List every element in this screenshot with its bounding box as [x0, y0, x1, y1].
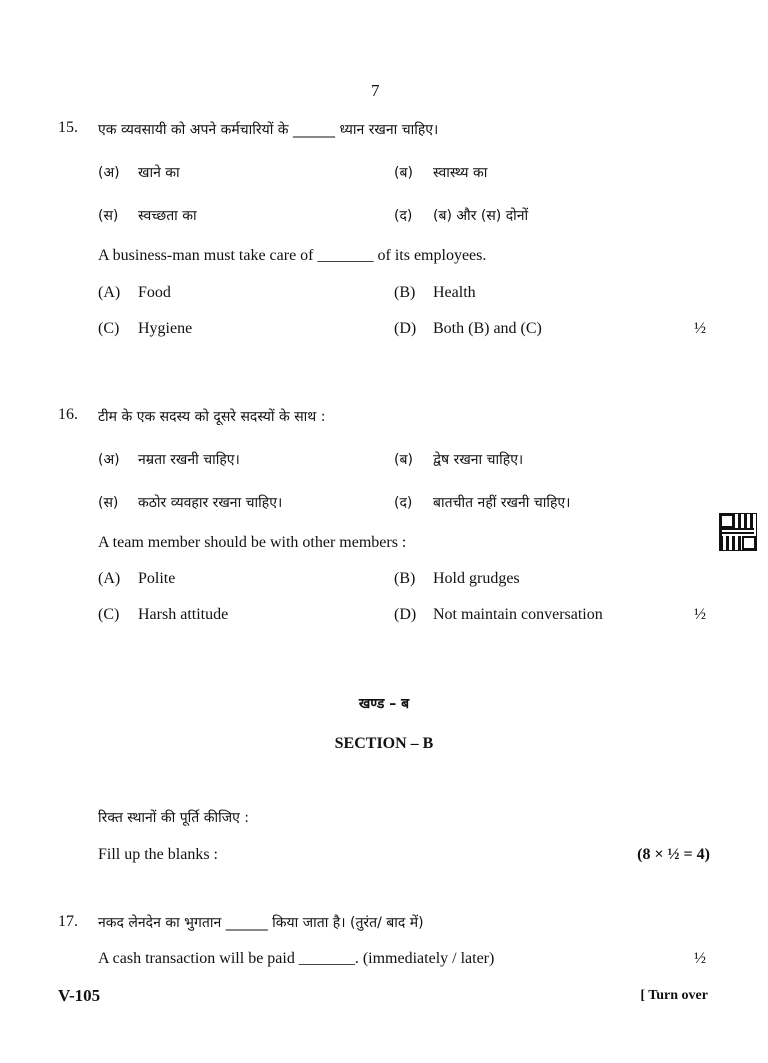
- q15-hindi-option-d-text: (ब) और (स) दोनों: [433, 208, 529, 224]
- question-16-english-text: A team member should be with other members :: [98, 534, 407, 551]
- q15-option-b-letter: (B): [394, 284, 416, 301]
- q16-hindi-option-a-letter: (अ): [98, 452, 120, 468]
- q16-option-a-text: Polite: [138, 570, 176, 587]
- q16-marks: ½: [694, 606, 706, 623]
- q15-option-d-letter: (D): [394, 320, 417, 337]
- question-17-number: 17.: [58, 913, 78, 930]
- section-b-title: SECTION – B: [334, 735, 434, 752]
- q16-option-d-text: Not maintain conversation: [433, 606, 603, 623]
- question-15-english-text: A business-man must take care of _______ of its employees.: [98, 247, 487, 264]
- q15-hindi-option-d-letter: (द): [394, 208, 413, 224]
- q15-option-d-text: Both (B) and (C): [433, 320, 542, 337]
- question-16-number: 16.: [58, 406, 78, 423]
- q16-option-a-letter: (A): [98, 570, 121, 587]
- q16-option-b-text: Hold grudges: [433, 570, 520, 587]
- question-17-hindi-text: नकद लेनदेन का भुगतान ______ किया जाता है। (तुरंत/ बाद में): [98, 915, 424, 931]
- question-16-hindi-text: टीम के एक सदस्य को दूसरे सदस्यों के साथ :: [98, 409, 326, 425]
- q15-hindi-option-c-text: स्वच्छता का: [138, 208, 197, 224]
- section-b-hindi-title: खण्ड – ब: [358, 696, 410, 712]
- q16-option-b-letter: (B): [394, 570, 416, 587]
- paper-code: V-105: [58, 986, 101, 1005]
- q15-hindi-option-b-text: स्वास्थ्य का: [433, 165, 488, 181]
- q15-option-c-text: Hygiene: [138, 320, 193, 337]
- qr-code-icon: [720, 514, 756, 550]
- q16-hindi-option-d-letter: (द): [394, 495, 413, 511]
- q15-marks: ½: [694, 320, 706, 337]
- section-b-marks: (8 × ½ = 4): [637, 846, 710, 863]
- question-17-english-text: A cash transaction will be paid _______. (immediately / later): [98, 950, 495, 967]
- turn-over-label: [ Turn over: [640, 988, 708, 1003]
- q15-option-a-letter: (A): [98, 284, 121, 301]
- section-b-hindi-instruction: रिक्त स्थानों की पूर्ति कीजिए :: [98, 810, 250, 826]
- q16-option-c-letter: (C): [98, 606, 120, 623]
- page-number: 7: [371, 81, 380, 100]
- q16-hindi-option-b-letter: (ब): [394, 452, 413, 468]
- q16-option-d-letter: (D): [394, 606, 417, 623]
- q16-hindi-option-c-text: कठोर व्यवहार रखना चाहिए।: [138, 495, 283, 511]
- q15-hindi-option-c-letter: (स): [98, 208, 119, 224]
- q15-hindi-option-a-text: खाने का: [138, 165, 180, 181]
- question-15-hindi-text: एक व्यवसायी को अपने कर्मचारियों के ______ ध्यान रखना चाहिए।: [98, 122, 439, 138]
- section-b-instruction: Fill up the blanks :: [98, 846, 218, 863]
- q16-hindi-option-c-letter: (स): [98, 495, 119, 511]
- question-15-number: 15.: [58, 119, 78, 136]
- q16-option-c-text: Harsh attitude: [138, 606, 229, 623]
- q15-option-c-letter: (C): [98, 320, 120, 337]
- q17-marks: ½: [694, 950, 706, 967]
- q16-hindi-option-b-text: द्वेष रखना चाहिए।: [433, 452, 524, 468]
- q15-option-b-text: Health: [433, 284, 476, 301]
- q15-hindi-option-a-letter: (अ): [98, 165, 120, 181]
- q15-option-a-text: Food: [138, 284, 171, 301]
- q16-hindi-option-d-text: बातचीत नहीं रखनी चाहिए।: [433, 495, 571, 511]
- q15-hindi-option-b-letter: (ब): [394, 165, 413, 181]
- q16-hindi-option-a-text: नम्रता रखनी चाहिए।: [138, 452, 240, 468]
